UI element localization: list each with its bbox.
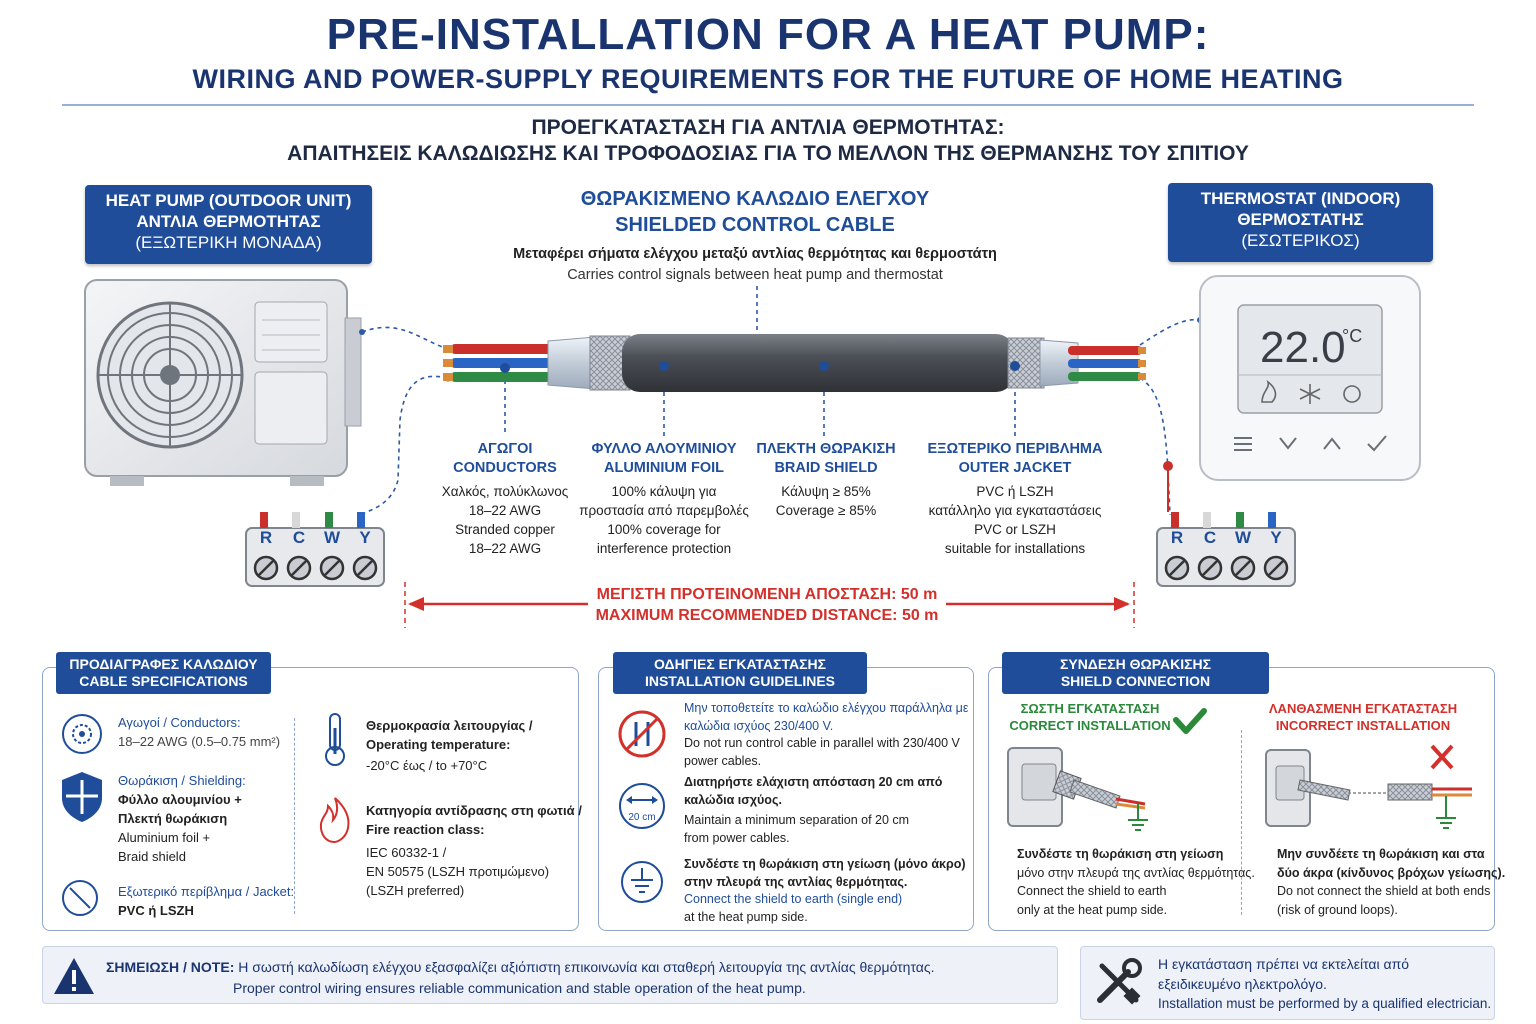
shield-illustrations (1000, 700, 1490, 840)
cable-title-en: SHIELDED CONTROL CABLE (615, 214, 895, 236)
separation-distance-icon (620, 784, 664, 828)
shield-icon (62, 772, 102, 822)
greek-subtitle: ΑΠΑΙΤΗΣΕΙΣ ΚΑΛΩΔΙΩΣΗΣ ΚΑΙ ΤΡΟΦΟΔΟΣΙΑΣ ΓΙΑ ΤΟ ΜΕΛΛΟΝ ΤΗΣ ΘΕΡΜΑΝΣΗΣ ΤΟΥ ΣΠΙΤΙΟΥ (287, 142, 1249, 165)
warning-icon (52, 956, 96, 996)
thermometer-icon (326, 714, 344, 765)
distance-en: MAXIMUM RECOMMENDED DISTANCE: 50 m (595, 607, 939, 624)
jacket-icon (63, 881, 97, 915)
outdoor-unit-illustration (85, 280, 361, 486)
terminal-block-heat-pump (246, 512, 384, 586)
specs-divider (294, 718, 295, 914)
terminal-label: R (259, 528, 273, 547)
thermostat-illustration (1200, 276, 1420, 480)
distance-gr: ΜΕΓΙΣΤΗ ΠΡΟΤΕΙΝΟΜΕΝΗ ΑΠΟΣΤΑΣΗ: 50 m (596, 586, 938, 603)
guideline-icons (612, 704, 674, 904)
separation-icon-label: 20 cm (628, 812, 656, 823)
tools-icon (1092, 956, 1144, 1008)
component-braid-shield: ΠΛΕΚΤΗ ΘΩΡΑΚΙΣΗ BRAID SHIELD Κάλυψη ≥ 85% Coverage ≥ 85% (756, 441, 896, 518)
component-conductors: ΑΓΩΓΟΙ CONDUCTORS Χαλκός, πολύκλωνος 18–22 AWG Stranded copper 18–22 AWG (441, 441, 569, 556)
guideline-grounding: Συνδέστε τη θωράκιση στη γείωση (μόνο άκρο) στην πλευρά της αντλίας θερμότητας. Connect the shield to earth (single end) at the heat pump side. (684, 857, 966, 924)
correct-installation-heading: ΣΩΣΤΗ ΕΓΚΑΤΑΣΤΑΣΗ CORRECT INSTALLATION (1009, 701, 1171, 733)
conductors-icon (63, 715, 101, 753)
terminal-label: W (1234, 528, 1252, 547)
heat-pump-label: HEAT PUMP (OUTDOOR UNIT) ΑΝΤΛΙΑ ΘΕΡΜΟΤΗΤΑΣ (ΕΞΩΤΕΡΙΚΗ ΜΟΝΑΔΑ) (85, 185, 372, 264)
check-icon (1176, 711, 1204, 731)
spec-conductors: Αγωγοί / Conductors: 18–22 AWG (0.5–0.75 mm²) (118, 715, 281, 749)
shield-tab: ΣΥΝΔΕΣΗ ΘΩΡΑΚΙΣΗΣ SHIELD CONNECTION (1002, 652, 1269, 694)
incorrect-installation-text: Μην συνδέετε τη θωράκιση και στα δύο άκρα (κίνδυνος βρόχων γείωσης). Do not connect the shield at both ends (risk of ground loops). (1277, 847, 1506, 917)
cable-desc-gr: Μεταφέρει σήματα ελέγχου μεταξύ αντλίας θερμότητας και θερμοστάτη (513, 246, 997, 262)
page-title: PRE-INSTALLATION FOR A HEAT PUMP: (326, 10, 1210, 59)
guidelines-tab: ΟΔΗΓΙΕΣ ΕΓΚΑΤΑΣΤΑΣΗΣ INSTALLATION GUIDELINES (613, 652, 867, 694)
cross-icon (1432, 746, 1452, 768)
spec-fire-class: Κατηγορία αντίδρασης στη φωτιά / Fire reaction class: IEC 60332-1 / EN 50575 (LSZH προτιμώμενο) (LSZH preferred) (366, 803, 582, 898)
guideline-no-parallel: Μην τοποθετείτε το καλώδιο ελέγχου παράλληλα με καλώδια ισχύος 230/400 V. Do not run control cable in parallel with 230/400 V power cables. (684, 701, 969, 768)
cable-title-gr: ΘΩΡΑΚΙΣΜΕΝΟ ΚΑΛΩΔΙΟ ΕΛΕΓΧΟΥ (580, 188, 930, 210)
terminal-label: Y (359, 528, 371, 547)
cable-desc-en: Carries control signals between heat pump and thermostat (567, 267, 943, 283)
spec-shielding: Θωράκιση / Shielding: Φύλλο αλουμινίου + Πλεκτή θωράκιση Aluminium foil + Braid shield (118, 773, 246, 864)
spec-temperature: Θερμοκρασία λειτουργίας / Operating temperature: -20°C έως / to +70°C (366, 718, 533, 773)
correct-connection-illustration (1008, 748, 1148, 830)
component-outer-jacket: ΕΞΩΤΕΡΙΚΟ ΠΕΡΙΒΛΗΜΑ OUTER JACKET PVC ή LSZH κατάλληλο για εγκαταστάσεις PVC or LSZH suitable for installations (927, 441, 1103, 556)
correct-installation-text: Συνδέστε τη θωράκιση στη γείωση μόνο στην πλευρά της αντλίας θερμότητας. Connect the shield to earth only at the heat pump side. (1017, 847, 1255, 917)
page-subtitle: WIRING AND POWER-SUPPLY REQUIREMENTS FOR THE FUTURE OF HOME HEATING (192, 64, 1344, 94)
terminal-label: C (292, 528, 306, 547)
no-parallel-cable-icon (620, 712, 664, 756)
note-text-en: Proper control wiring ensures reliable communication and stable operation of the heat pump. (233, 980, 806, 996)
thermostat-unit: °C (1342, 326, 1363, 346)
spec-icons (56, 710, 116, 925)
greek-title: ΠΡΟΕΓΚΑΤΑΣΤΑΣΗ ΓΙΑ ΑΝΤΛΙΑ ΘΕΡΜΟΤΗΤΑΣ: (531, 116, 1005, 139)
terminal-label: C (1203, 528, 1217, 547)
thermostat-temperature: 22.0 (1260, 323, 1346, 372)
terminal-label: R (1170, 528, 1184, 547)
spec-jacket: Εξωτερικό περίβλημα / Jacket: PVC ή LSZH (118, 884, 295, 918)
fire-icon (321, 798, 349, 842)
component-aluminium-foil: ΦΥΛΛΟ ΑΛΟΥΜΙΝΙΟΥ ALUMINIUM FOIL 100% κάλυψη για προστασία από παρεμβολές 100% coverage for interference protection (579, 441, 749, 556)
shielded-cable-illustration (443, 334, 1146, 392)
electrician-text: Η εγκατάσταση πρέπει να εκτελείται από εξειδικευμένο ηλεκτρολόγο. Installation must be performed by a qualified electrician. (1158, 956, 1492, 1011)
terminal-label: W (323, 528, 341, 547)
guideline-separation: Διατηρήστε ελάχιστη απόσταση 20 cm από καλώδια ισχύος. Maintain a minimum separation of 20 cm from power cables. (684, 775, 943, 845)
ground-icon (622, 862, 662, 902)
incorrect-installation-heading: ΛΑΝΘΑΣΜΕΝΗ ΕΓΚΑΤΑΣΤΑΣΗ INCORRECT INSTALLATION (1268, 701, 1458, 733)
incorrect-connection-illustration (1266, 750, 1472, 828)
specs-tab: ΠΡΟΔΙΑΓΡΑΦΕΣ ΚΑΛΩΔΙΟΥ CABLE SPECIFICATIONS (56, 652, 271, 694)
note-text-gr: ΣΗΜΕΙΩΣΗ / NOTE: Η σωστή καλωδίωση ελέγχου εξασφαλίζει αξιόπιστη επικοινωνία και σταθερή λειτουργία της αντλίας θερμότητας. (106, 959, 935, 975)
thermostat-label: THERMOSTAT (INDOOR) ΘΕΡΜΟΣΤΑΤΗΣ (ΕΣΩΤΕΡΙΚΟΣ) (1168, 183, 1433, 262)
spec-icons-right (316, 710, 356, 850)
terminal-label: Y (1270, 528, 1282, 547)
